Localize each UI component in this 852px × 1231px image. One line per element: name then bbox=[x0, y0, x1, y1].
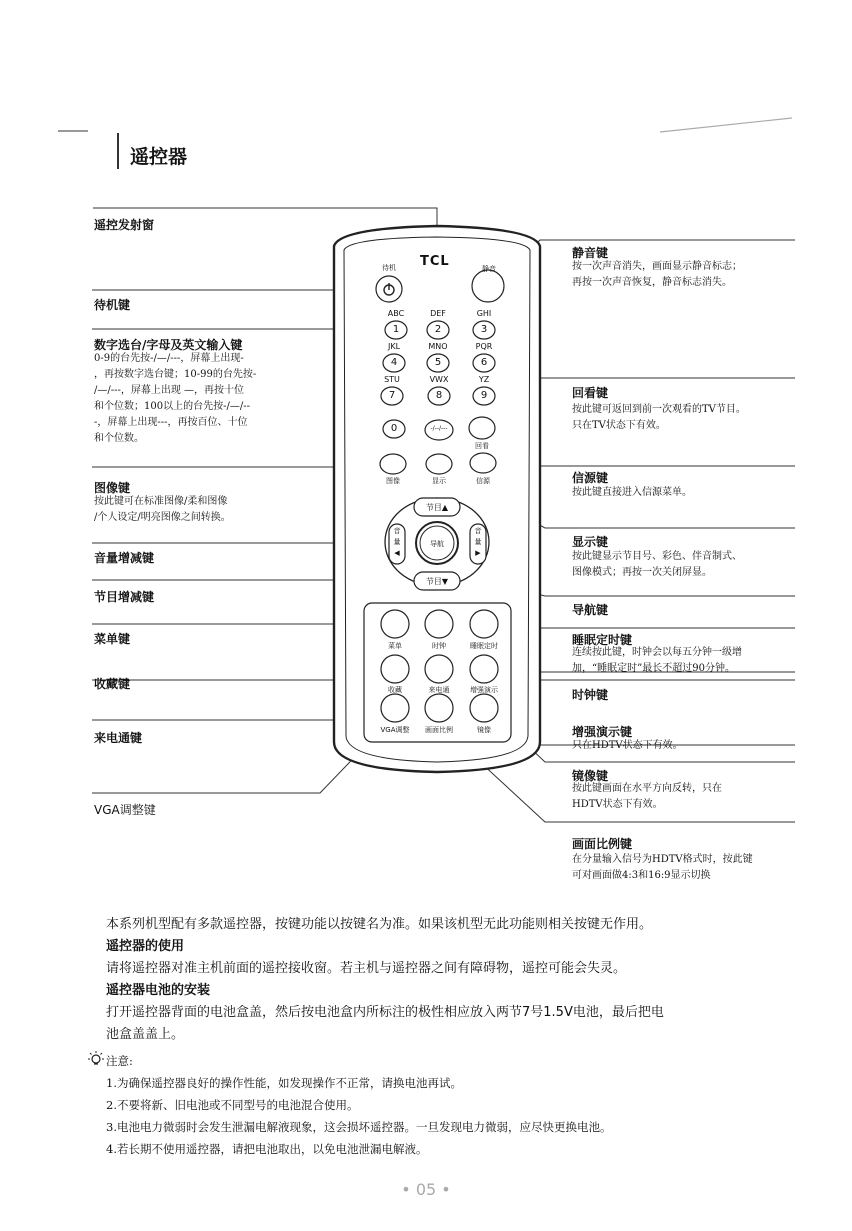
label-picture: 图像键 bbox=[94, 481, 131, 495]
remote-brand: TCL bbox=[420, 254, 450, 269]
digit-2[interactable]: 2 bbox=[434, 324, 442, 335]
page-number: • 05 • bbox=[401, 1180, 451, 1199]
menu-caption: 菜单 bbox=[388, 642, 402, 650]
digit-6[interactable]: 6 bbox=[480, 357, 488, 368]
label-standby: 待机键 bbox=[94, 298, 131, 312]
display-desc: 按此键显示节目号、彩色、伴音制式、 图像模式；再按一次关闭屏显。 bbox=[572, 551, 742, 578]
display-caption: 显示 bbox=[432, 477, 446, 485]
note-item: 1.为确保遥控器良好的操作性能，如发现操作不正常，请换电池再试。 bbox=[106, 1076, 462, 1090]
letters-pqr: PQR bbox=[475, 342, 493, 351]
battery-text-1: 打开遥控器背面的电池盒盖，然后按电池盒内所标注的极性相应放入两节7号1.5V电池，最后把电 bbox=[106, 1005, 664, 1020]
source-caption: 信源 bbox=[476, 477, 490, 485]
label-ratio: 画面比例键 bbox=[572, 837, 633, 851]
sleep-caption: 睡眠定时 bbox=[470, 642, 498, 650]
letters-abc: ABC bbox=[387, 309, 405, 318]
fav-caption: 收藏 bbox=[388, 686, 402, 694]
demo-caption: 增强演示 bbox=[470, 686, 498, 694]
ratio-caption: 画面比例 bbox=[425, 726, 453, 734]
digit-7[interactable]: 7 bbox=[388, 390, 396, 401]
note-item: 3.电池电力微弱时会发生泄漏电解液现象，这会损坏遥控器。一旦发现电力微弱，应尽快更换电池。 bbox=[106, 1120, 612, 1134]
notes-heading: 注意: bbox=[106, 1054, 133, 1068]
label-mute: 静音键 bbox=[572, 246, 609, 260]
label-volume: 音量增减键 bbox=[94, 551, 155, 565]
letters-mno: MNO bbox=[428, 342, 448, 351]
page-title: 遥控器 bbox=[130, 146, 188, 168]
demo-desc: 只在HDTV状态下有效。 bbox=[572, 740, 683, 751]
usage-title: 遥控器的使用 bbox=[106, 939, 185, 954]
letters-ghi: GHI bbox=[476, 309, 492, 318]
label-program: 节目增减键 bbox=[94, 590, 155, 604]
intro-text: 本系列机型配有多款遥控器，按键功能以按键名为准。如果该机型无此功能则相关按键无作用。 bbox=[106, 917, 653, 932]
digit-9[interactable]: 9 bbox=[480, 390, 488, 401]
callin-caption: 来电通 bbox=[428, 686, 450, 694]
numeric-desc: 0-9的台先按-/—/---，屏幕上出现- ，再按数字选台键；10-99的台先按- /—/---，屏幕上出现 —，再按十位 和个位数；100以上的台先按-/—/-- -，屏幕上出现---，再按百位、十位 和个位数。 bbox=[94, 353, 257, 444]
nav-button[interactable]: 导航 bbox=[430, 540, 444, 548]
digit-8[interactable]: 8 bbox=[435, 390, 443, 401]
digit-0[interactable]: 0 bbox=[390, 423, 398, 434]
label-demo: 增强演示键 bbox=[572, 725, 633, 739]
letters-vwx: VWX bbox=[429, 375, 449, 384]
letters-jkl: JKL bbox=[387, 342, 401, 351]
standby-caption: 待机 bbox=[382, 264, 396, 272]
mirror-caption: 镜像 bbox=[477, 726, 491, 734]
battery-text-2: 池盒盖盖上。 bbox=[106, 1027, 185, 1042]
source-desc: 按此键直接进入信源菜单。 bbox=[572, 487, 692, 498]
label-vga: VGA调整键 bbox=[94, 803, 156, 817]
letters-def: DEF bbox=[430, 309, 446, 318]
label-recall: 回看键 bbox=[572, 386, 609, 400]
battery-title: 遥控器电池的安装 bbox=[106, 983, 211, 998]
mirror-desc: 按此键画面在水平方向反转，只在 HDTV状态下有效。 bbox=[572, 783, 722, 810]
vol-up-button[interactable]: 音 量 ▶ bbox=[474, 527, 482, 557]
mute-desc: 按一次声音消失，画面显示静音标志； 再按一次声音恢复，静音标志消失。 bbox=[572, 261, 742, 288]
vol-down-button[interactable]: 音 量 ◀ bbox=[393, 527, 401, 557]
digit-dash[interactable]: -/--/--- bbox=[430, 425, 448, 432]
digit-5[interactable]: 5 bbox=[434, 357, 442, 368]
picture-caption: 图像 bbox=[386, 477, 400, 485]
label-clock: 时钟键 bbox=[572, 688, 609, 702]
clock-caption: 时钟 bbox=[432, 642, 446, 650]
sleep-desc: 连续按此键，时钟会以每五分钟一级增 加，“睡眠定时”最长不超过90分钟。 bbox=[572, 647, 742, 674]
recall-caption: 回看 bbox=[475, 442, 489, 450]
letters-yz: YZ bbox=[478, 375, 490, 384]
label-menu: 菜单键 bbox=[94, 632, 131, 646]
label-display: 显示键 bbox=[572, 535, 609, 549]
label-mirror: 镜像键 bbox=[572, 769, 609, 783]
ratio-desc: 在分量输入信号为HDTV格式时，按此键 可对画面做4:3和16:9显示切换 bbox=[572, 854, 753, 881]
digit-3[interactable]: 3 bbox=[480, 324, 488, 335]
label-sleep: 睡眠定时键 bbox=[572, 633, 633, 647]
letters-stu: STU bbox=[384, 375, 400, 384]
lightbulb-icon bbox=[86, 1050, 106, 1070]
label-source: 信源键 bbox=[572, 471, 609, 485]
label-fav: 收藏键 bbox=[94, 677, 131, 691]
picture-desc: 按此键可在标准图像/柔和图像 /个人设定/明亮图像之间转换。 bbox=[94, 496, 231, 523]
digit-1[interactable]: 1 bbox=[392, 324, 400, 335]
prog-down-button[interactable]: 节目▼ bbox=[425, 577, 449, 586]
usage-text: 请将遥控器对准主机前面的遥控接收窗。若主机与遥控器之间有障碍物，遥控可能会失灵。 bbox=[106, 961, 627, 976]
recall-desc: 按此键可返回到前一次观看的TV节目。 只在TV状态下有效。 bbox=[572, 404, 746, 431]
note-item: 4.若长期不使用遥控器，请把电池取出，以免电池泄漏电解液。 bbox=[106, 1142, 428, 1156]
label-callin: 来电通键 bbox=[94, 731, 143, 745]
label-ir-window: 遥控发射窗 bbox=[94, 218, 155, 232]
label-numeric: 数字选台/字母及英文输入键 bbox=[94, 338, 243, 352]
mute-caption: 静音 bbox=[482, 265, 496, 273]
note-item: 2.不要将新、旧电池或不同型号的电池混合使用。 bbox=[106, 1098, 359, 1112]
prog-up-button[interactable]: 节目▲ bbox=[425, 503, 449, 512]
label-nav: 导航键 bbox=[572, 603, 609, 617]
vga-caption: VGA调整 bbox=[380, 726, 410, 734]
digit-4[interactable]: 4 bbox=[390, 357, 398, 368]
